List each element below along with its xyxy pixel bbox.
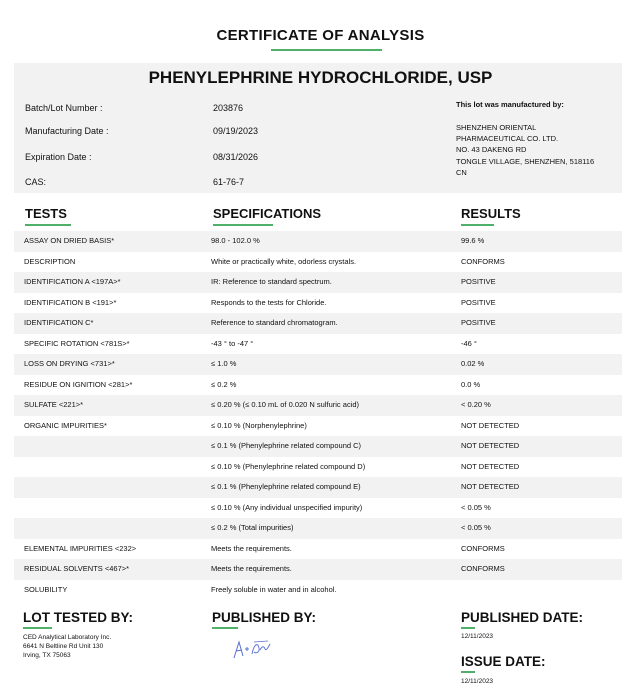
result-cell: < 0.20 %	[461, 400, 491, 409]
lot-tested-underline	[23, 627, 52, 629]
lab-name: CED Analytical Laboratory Inc.	[23, 634, 112, 641]
test-cell: LOSS ON DRYING <731>*	[24, 359, 115, 368]
cas-label: CAS:	[25, 177, 47, 187]
lot-tested-heading: LOT TESTED BY:	[23, 610, 133, 625]
published-date-value: 12/11/2023	[461, 633, 494, 640]
mfg-date-label: Manufacturing Date :	[25, 126, 109, 136]
test-cell: DESCRIPTION	[24, 256, 76, 266]
test-cell: IDENTIFICATION C*	[24, 318, 94, 327]
table-row	[14, 313, 622, 334]
test-cell: ASSAY ON DRIED BASIS*	[24, 236, 115, 245]
spec-cell: Freely soluble in water and in alcohol.	[211, 584, 337, 594]
issue-date-value: 12/11/2023	[461, 678, 494, 685]
batch-value: 203876	[213, 103, 244, 113]
table-row	[14, 334, 622, 355]
table-row	[14, 395, 622, 416]
table-row	[14, 498, 622, 519]
result-cell: NOT DETECTED	[461, 461, 520, 471]
published-by-heading: PUBLISHED BY:	[212, 610, 317, 625]
spec-cell: White or practically white, odorless crystals.	[211, 256, 357, 266]
test-cell: SOLUBILITY	[24, 584, 68, 594]
spec-cell: ≤ 0.1 % (Phenylephrine related compound E)	[211, 482, 361, 491]
tests-heading: TESTS	[25, 206, 67, 221]
manufacturer-line: CN	[456, 168, 467, 177]
published-by-underline	[212, 627, 238, 629]
cas-value: 61-76-7	[213, 177, 245, 187]
test-cell: SPECIFIC ROTATION <781S>*	[24, 338, 130, 348]
certificate-title: CERTIFICATE OF ANALYSIS	[216, 27, 425, 44]
test-cell: RESIDUAL SOLVENTS <467>*	[24, 564, 130, 573]
table-row	[14, 231, 622, 252]
spec-cell: ≤ 0.20 % (≤ 0.10 mL of 0.020 N sulfuric acid)	[211, 400, 360, 409]
tests-underline	[25, 224, 71, 226]
signature-image	[232, 636, 274, 662]
result-cell: 0.0 %	[461, 379, 481, 389]
lab-address	[23, 633, 111, 660]
spec-cell: ≤ 0.10 % (Phenylephrine related compound D)	[211, 461, 366, 471]
test-cell: SULFATE <221>*	[24, 400, 84, 409]
manufacturer-line: SHENZHEN ORIENTAL	[456, 123, 537, 132]
table-row	[14, 436, 622, 457]
mfg-date-value: 09/19/2023	[213, 126, 259, 136]
test-cell: RESIDUE ON IGNITION <281>*	[24, 379, 133, 389]
table-row	[14, 580, 622, 601]
exp-date-label: Expiration Date :	[25, 152, 92, 162]
spec-cell: Responds to the tests for Chloride.	[211, 297, 327, 307]
batch-label: Batch/Lot Number :	[25, 103, 103, 113]
result-cell: POSITIVE	[461, 297, 496, 307]
spec-cell: ≤ 0.10 % (Any individual unspecified impurity)	[211, 502, 363, 512]
exp-date-value: 08/31/2026	[213, 152, 259, 162]
results-heading: RESULTS	[461, 206, 521, 221]
manufacturer-line: NO. 43 DAKENG RD	[456, 145, 527, 154]
result-cell: 0.02 %	[461, 359, 485, 368]
published-date-heading: PUBLISHED DATE:	[461, 610, 584, 625]
result-cell: < 0.05 %	[461, 502, 491, 512]
result-cell: NOT DETECTED	[461, 441, 520, 450]
specifications-heading: SPECIFICATIONS	[213, 206, 322, 221]
result-cell: CONFORMS	[461, 564, 505, 573]
table-row	[14, 477, 622, 498]
spec-cell: ≤ 0.1 % (Phenylephrine related compound C)	[211, 441, 362, 450]
table-row	[14, 457, 622, 478]
test-cell: ORGANIC IMPURITIES*	[24, 420, 107, 430]
result-cell: NOT DETECTED	[461, 420, 520, 430]
test-cell: IDENTIFICATION A <197A>*	[24, 277, 121, 286]
table-row	[14, 272, 622, 293]
table-row	[14, 559, 622, 580]
result-cell: POSITIVE	[461, 277, 496, 286]
spec-cell: Meets the requirements.	[211, 543, 292, 553]
specifications-underline	[213, 224, 273, 226]
test-cell: ELEMENTAL IMPURITIES <232>	[24, 543, 137, 553]
table-row	[14, 354, 622, 375]
table-row	[14, 252, 622, 273]
spec-cell: IR: Reference to standard spectrum.	[211, 277, 332, 286]
result-cell: CONFORMS	[461, 256, 505, 266]
spec-cell: Reference to standard chromatogram.	[211, 318, 338, 327]
issue-date-underline	[461, 671, 475, 673]
spec-cell: -43 ° to -47 °	[211, 338, 254, 348]
result-cell: < 0.05 %	[461, 523, 491, 532]
issue-date-heading: ISSUE DATE:	[461, 654, 546, 669]
spec-cell: 98.0 - 102.0 %	[211, 236, 260, 245]
manufacturer-line: PHARMACEUTICAL CO. LTD.	[456, 134, 559, 143]
manufacturer-line: TONGLE VILLAGE, SHENZHEN, 518116	[456, 157, 595, 166]
table-row	[14, 518, 622, 539]
spec-cell: ≤ 0.10 % (Norphenylephrine)	[211, 420, 307, 430]
test-cell: IDENTIFICATION B <191>*	[24, 297, 117, 307]
result-cell: -46 °	[461, 338, 477, 348]
table-row	[14, 539, 622, 560]
lab-city: Irving, TX 75063	[23, 652, 71, 659]
result-cell: 99.6 %	[461, 236, 485, 245]
lab-street: 6641 N Beltline Rd Unit 130	[23, 643, 104, 650]
result-cell: CONFORMS	[461, 543, 505, 553]
result-cell: POSITIVE	[461, 318, 496, 327]
spec-cell: ≤ 1.0 %	[211, 359, 237, 368]
table-row	[14, 416, 622, 437]
published-date-underline	[461, 627, 475, 629]
title-underline	[271, 49, 382, 51]
spec-cell: ≤ 0.2 % (Total impurities)	[211, 523, 294, 532]
results-underline	[461, 224, 494, 226]
manufacturer-heading: This lot was manufactured by:	[456, 100, 564, 109]
spec-cell: ≤ 0.2 %	[211, 379, 237, 389]
table-row	[14, 375, 622, 396]
spec-cell: Meets the requirements.	[211, 564, 292, 573]
result-cell: NOT DETECTED	[461, 482, 520, 491]
product-name: PHENYLEPHRINE HYDROCHLORIDE, USP	[148, 68, 493, 87]
table-row	[14, 293, 622, 314]
